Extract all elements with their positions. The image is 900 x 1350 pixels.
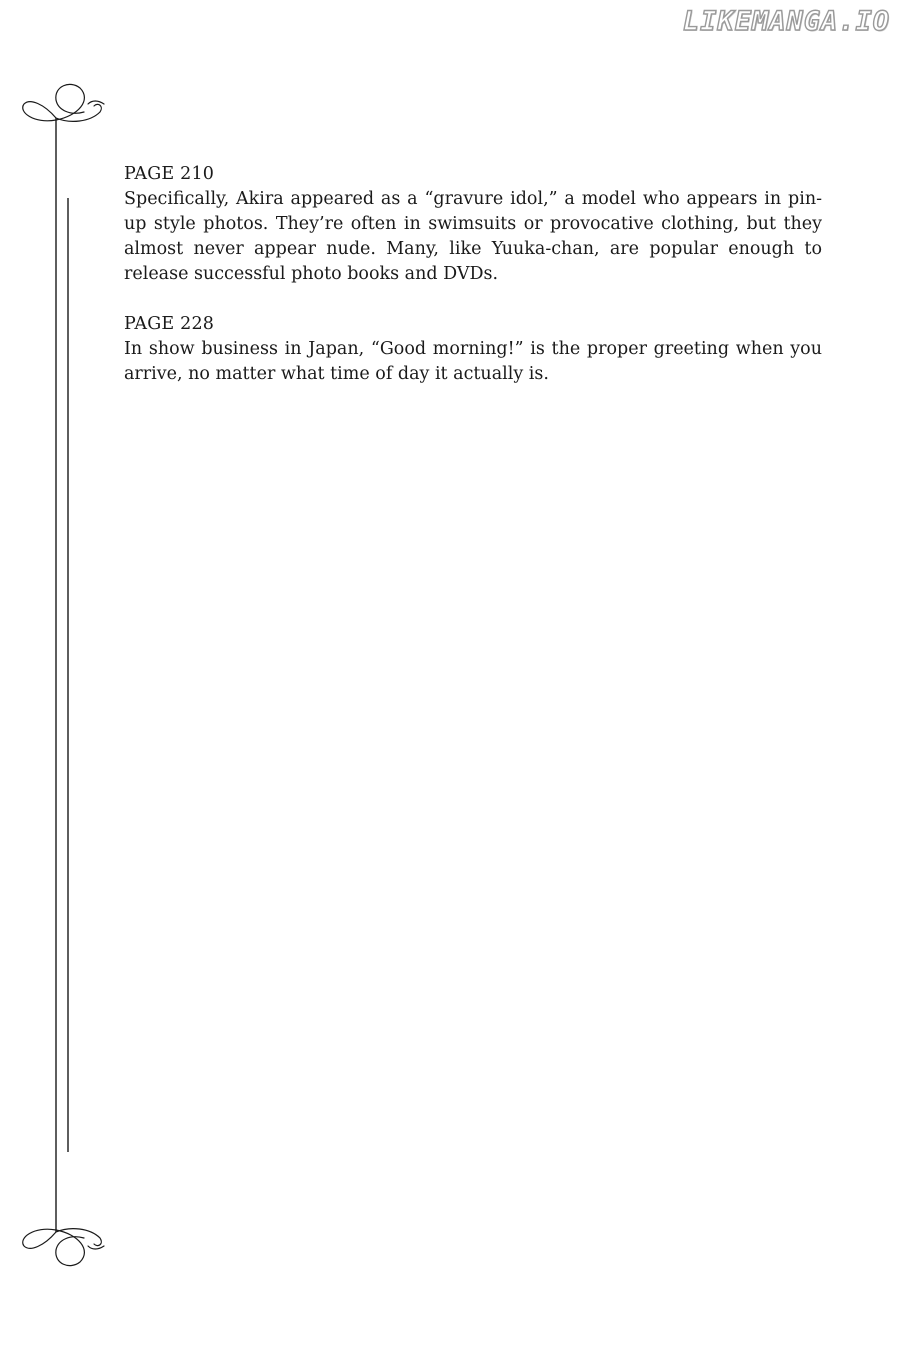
note-page-210 — [124, 162, 822, 287]
bottom-flourish-icon — [23, 1229, 104, 1266]
translation-notes — [124, 162, 822, 412]
note-heading: PAGE 228 — [124, 314, 215, 334]
note-body: Specifically, Akira appeared as a “gravure idol,” a model who appears in pin-up style photos. They’re often in swimsuits or provocative clothing, but they almost never appear nude. Many, like Yuuka-chan, are popular enough to release successful photo books and DVDs. — [124, 189, 822, 284]
note-body: In show business in Japan, “Good morning!” is the proper greeting when you arrive, no matter what time of day it actually is. — [124, 339, 822, 384]
note-page-228 — [124, 312, 822, 387]
top-flourish-icon — [23, 84, 104, 121]
watermark: LIKEMANGA.IO — [682, 6, 890, 37]
note-heading: PAGE 210 — [124, 164, 215, 184]
